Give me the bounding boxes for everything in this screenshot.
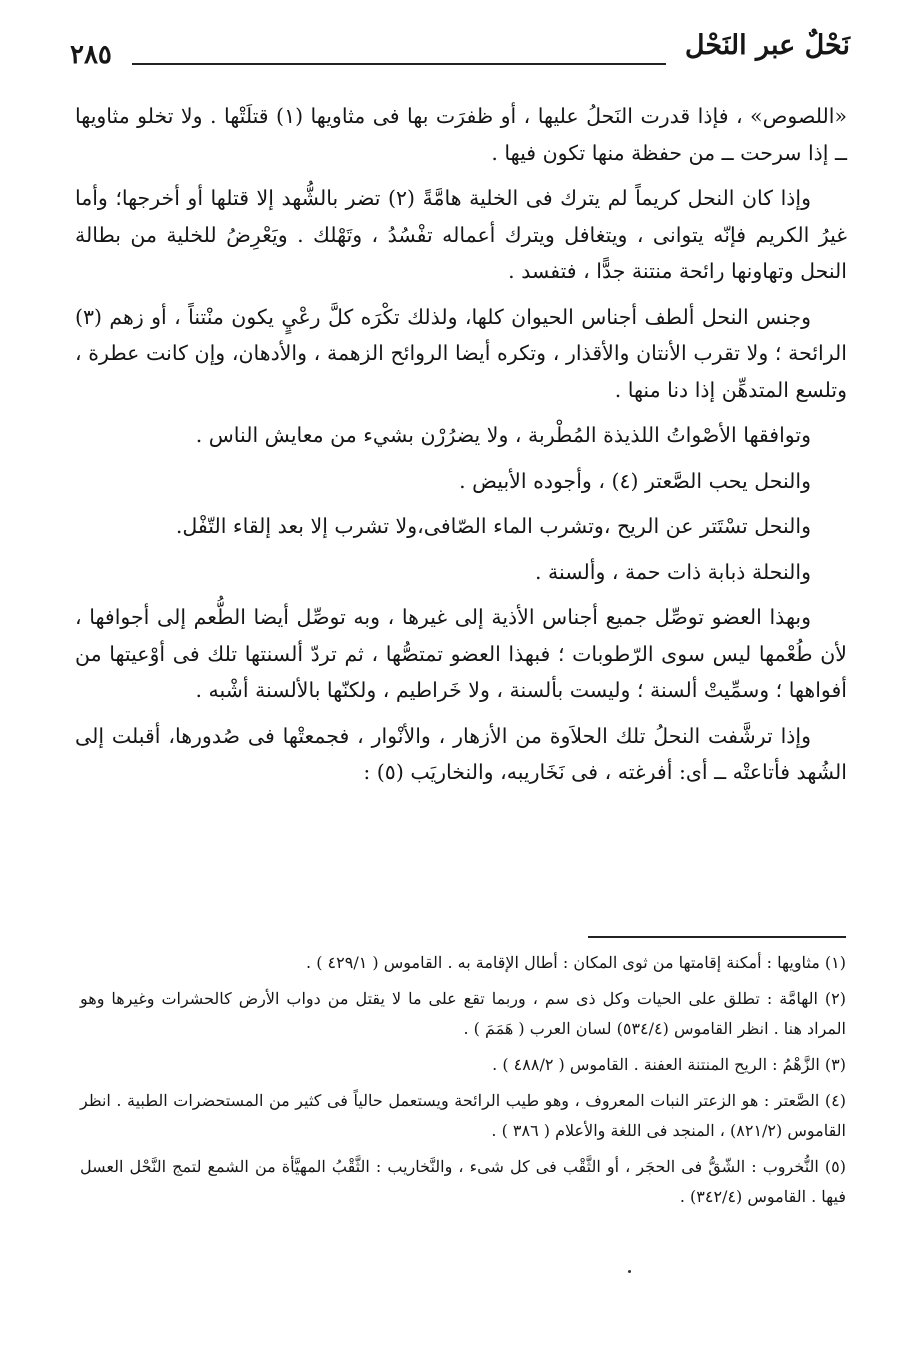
page-number: ٢٨٥ <box>70 40 112 70</box>
footnote: (١) مثاويها : أمكنة إقامتها من ثوى المكان : أطال الإقامة به . القاموس ( ٤٢٩/١ ) . <box>306 953 846 972</box>
paragraph: وبهذا العضو توصِّل جميع أجناس الأذية إلى غيرها ، وبه توصِّل أيضا الطُّعم إلى أجوافها ، لأن طُعْمها ليس سوى الرّطوبات ؛ فبهذا العضو تمتصُّها ، ثم تردّ ألسنتها تلك فى أوْعيتها من أفواهها ؛ وسمِّيتْ ألسنة ؛ وليست بألسنة ، ولا خَراطيم ، ولكنّها بالألسنة أشْبه . <box>75 605 847 702</box>
main-text <box>75 98 847 800</box>
footnote: (٢) الهامَّة : تطلق على الحيات وكل ذى سم ، وربما تقع على ما لا يقتل من دواب الأرض كالحشرات وغيرها وهو المراد هنا . انظر القاموس (٥٣٤/٤) لسان العرب ( هَمَمَ ) . <box>80 989 846 1038</box>
footnote: (٤) الصَّعتر : هو الزعتر النبات المعروف ، وهو طيب الرائحة ويستعمل حالياً فى كثير من المستحضرات الطبية . انظر القاموس (٨٢١/٢) ، المنجد فى اللغة والأعلام ( ٣٨٦ ) . <box>80 1091 846 1140</box>
footnote-rule <box>588 936 846 938</box>
running-title: نَحْلٌ عبر النَحْل <box>684 30 850 61</box>
page-header <box>70 26 850 76</box>
footnote: (٥) النُّخروب : الشّقُّ فى الحجَر ، أو الثَّقْب فى كل شىء ، والنَّخاريب : الثَّقْبُ المهيَّأة من الشمع لتمج النَّحْل العسل فيها . القاموس (٣٤٢/٤) . <box>80 1157 846 1206</box>
paragraph: وتوافقها الأصْواتُ اللذيذة المُطْربة ، ولا يضرُرْن بشيء من معايش الناس . <box>195 423 811 447</box>
scan-speck <box>628 1270 631 1273</box>
footnotes <box>80 948 846 1218</box>
paragraph: والنحل يحب الصَّعتر (٤) ، وأجوده الأبيض . <box>459 468 811 493</box>
paragraph: والنحل تسْتَتر عن الريح ،وتشرب الماء الصّافى،ولا تشرب إلا بعد إلقاء التّفْل. <box>175 514 811 538</box>
paragraph: والنحلة ذبابة ذات حمة ، وألسنة . <box>535 559 811 584</box>
header-rule <box>132 63 666 65</box>
paragraph: وإذا كان النحل كريماً لم يترك فى الخلية هامَّةً (٢) تضر بالشُّهد إلا قتلها أو أخرجها؛ وأما غيرُ الكريم فإنّه يتوانى ، ويتغافل ويترك أعماله تفْسُدُ ، وتَهْلك . ويَعْرِضُ للخلية من بطالة النحل وتهاونها رائحة منتنة جدًّا ، فتفسد . <box>75 186 847 283</box>
footnote: (٣) الزَّهْمُ : الريح المنتنة العفنة . القاموس ( ٤٨٨/٢ ) . <box>492 1055 846 1074</box>
paragraph: وجنس النحل ألطف أجناس الحيوان كلها، ولذلك تكْرَه كلَّ رعْيٍ يكون منْتناً ، أو زهم (٣) الرائحة ؛ ولا تقرب الأنتان والأقذار ، وتكره أيضا الروائح الزهمة ، والأدهان، وإن كانت عطرة ، وتلسع المتدهِّن إذا دنا منها . <box>75 304 847 402</box>
paragraph: «اللصوص» ، فإذا قدرت النَحلُ عليها ، أو ظفرَت بها فى مثاويها (١) قتلَتْها . ولا تخلو مثاويها ــ إذا سرحت ــ من حفظة منها تكون فيها . <box>75 104 848 165</box>
paragraph: وإذا ترشَّفت النحلُ تلك الحلاَوة من الأزهار ، والأنْوار ، فجمعتْها فى صُدورها، أقبلت إلى الشُهد فأتاعتْه ــ أى: أفرغته ، فى نَخَاريبه، والنخاريَب (٥) : <box>75 723 847 784</box>
